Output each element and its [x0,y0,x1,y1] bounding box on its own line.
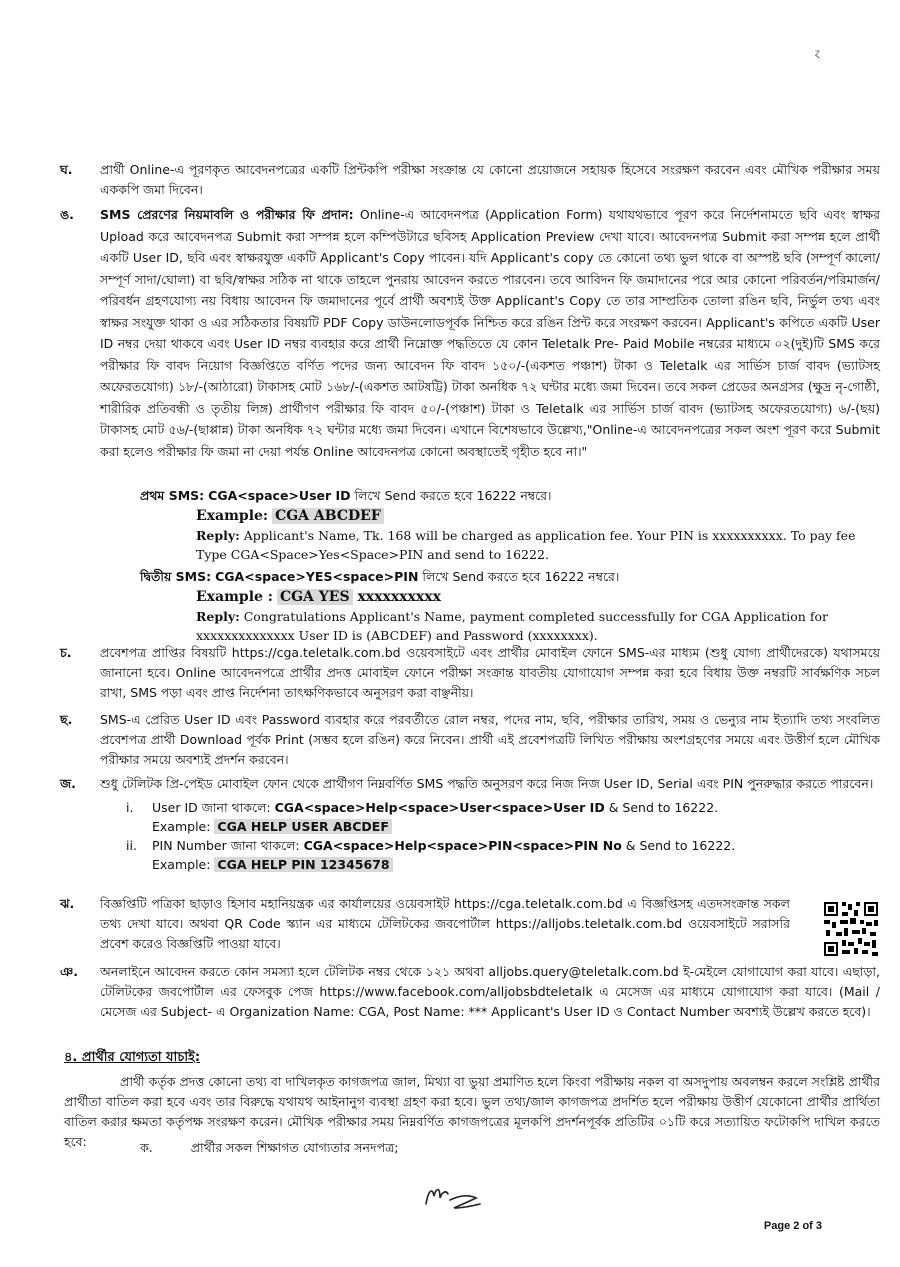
sub-pre: PIN Number জানা থাকলে: [152,838,304,853]
item-lead: SMS প্রেরণের নিয়মাবলি ও পরীক্ষার ফি প্রদান: [100,207,354,222]
item-cha [60,643,880,703]
page-number: Page 2 of 3 [763,1220,822,1232]
item-text: বিজ্ঞপ্তিটি পত্রিকা ছাড়াও হিসাব মহানিয়ন্ত্রক এর কার্যালয়ের ওয়েবসাইট https://cga.teletalk.com.bd এ বিজ্ঞপ্তিসহ এতদসংক্রান্ত সকল তথ্য দেখা যাবে। অথবা QR Code স্ক্যান এর মাধ্যমে টেলিটকের জবপোর্টাল https://alljobs.teletalk.com.bd ওয়েবসাইটে সরাসরি প্রবেশ করেও বিজ্ঞপ্তিটি পাওয়া যাবে। [100,896,790,951]
reply-text: Applicant's Name, Tk. 168 will be charged as application fee. Your PIN is xxxxxxxxxx. To pay fee Type CGA<Space>Yes<Space>PIN and send to 16222. [196,528,856,562]
sms-second-reply [196,607,880,645]
item-marker: ঘ. [60,162,73,177]
sms-second-suffix: লিখে Send করতে হবে 16222 নম্বরে। [418,569,620,584]
sub-marker: ক. [140,1140,153,1155]
recovery-pin-example [152,855,880,874]
example-value: CGA YES [277,589,353,605]
example-label: Example: [152,819,215,834]
sub-post: & Send to 16222. [604,800,719,815]
sms-second-line [140,567,880,587]
corner-mark: ɀ [814,48,820,59]
example-value: CGA HELP PIN 12345678 [214,857,392,872]
recovery-user-id-example [152,817,880,836]
qr-code-icon [822,900,880,958]
sub-number: i. [126,800,134,815]
sub-text: প্রার্থীর সকল শিক্ষাগত যোগ্যতার সনদপত্র; [190,1140,399,1155]
example-label: Example : [196,589,273,605]
sms-first-block [140,486,880,564]
item-text [100,204,880,462]
item-text: SMS-এ প্রেরিত User ID এবং Password ব্যবহার করে পরবর্তীতে রোল নম্বর, পদের নাম, ছবি, পরীক্ষার তারিখ, সময় ও ভেন্যুর নাম ইত্যাদি তথ্য সংবলিত প্রবেশপত্র প্রার্থী Download পূর্বক Print (সম্ভব হলে রঙিন) করে নিবেন। প্রার্থী এই প্রবেশপত্রটি লিখিত পরীক্ষায় অংশগ্রহণের সময়ে এবং উত্তীর্ণ হলে মৌখিক পরীক্ষার সময়ে অবশ্যই প্রদর্শন করবেন। [100,712,880,767]
sub-pre: User ID জানা থাকলে: [152,800,275,815]
item-text: শুধু টেলিটক প্রি-পেইড মোবাইল ফোন থেকে প্রার্থীগণ নিম্নবর্ণিত SMS পদ্ধতি অনুসরণ করে নিজ নিজ User ID, Serial এবং PIN পুনরুদ্ধার করতে পারবেন। [100,776,874,791]
recovery-pin [126,836,880,855]
item-jha [60,894,880,954]
sms-first-example [196,506,880,526]
item-gha [60,160,880,200]
reply-label: Reply: [196,528,240,543]
section-paragraph: প্রার্থী কর্তৃক প্রদত্ত কোনো তথ্য বা দাখিলকৃত কাগজপত্র জাল, মিথ্যা বা ভুয়া প্রমাণিত হলে কিংবা পরীক্ষায় নকল বা অসদুপায় অবলম্বন করলে সংশ্লিষ্ট প্রার্থীর প্রার্থীতা বাতিল করা হবে এবং তার বিরুদ্ধে যথাযথ আইনানুগ ব্যবস্থা গ্রহণ করা হবে। ভুল তথ্য/জাল কাগজপত্র প্রদর্শিত হলে পরীক্ষায় উত্তীর্ণ যেকোনো প্রার্থীর প্রার্থিতা বাতিল করার ক্ষমতা কর্তৃপক্ষ সংরক্ষণ করেন। মৌখিক পরীক্ষার সময় নিম্নবর্ণিত কাগজপত্রের মূলকপি প্রদর্শনপূর্বক প্রতিটির ০১টি করে সত্যায়িত ফটোকপি দাখিল করতে হবে: [64,1074,880,1149]
reply-label: Reply: [196,609,240,624]
item-marker: ঝ. [60,896,75,911]
item-marker: ঙ. [60,207,74,222]
example-value: CGA HELP USER ABCDEF [214,819,391,834]
sub-post: & Send to 16222. [621,838,736,853]
sub-code: CGA<space>Help<space>User<space>User ID [274,800,605,815]
section-sub-item [140,1138,880,1158]
item-chha [60,710,880,770]
item-body: Online-এ আবেদনপত্র (Application Form) যথাযথভাবে পূরণ করে নির্দেশনামতে ছবি এবং স্বাক্ষর Upload করে আবেদনপত্র Submit করা সম্পন্ন হলে কম্পিউটারে ছবিসহ Application Preview দেখা যাবে। আবেদনপত্র Submit করা সম্পন্ন হলে প্রার্থী একটি User ID, ছবি এবং স্বাক্ষরযুক্ত একটি Applicant's Copy পাবেন। যদি Applicant's copy তে কোনো তথ্য ভুল থাকে বা অস্পষ্ট ছবি (সম্পূর্ণ কালো/সম্পূর্ণ সাদা/ঘোলা) বা ছবি/স্বাক্ষর সঠিক না থাকে তাহলে পুনরায় আবেদন করতে পারবেন। তবে আবিদন ফি জমাদানের পরে আর কোনো পরিবর্তন/পরিমার্জন/পরিবর্ধন গ্রহণযোগ্য নয় বিধায় আবেদন ফি জমাদানের পূর্বে প্রার্থী অবশ্যই উক্ত Applicant's Copy তে তার সাম্প্রতিক তোলা রঙিন ছবি, নির্ভুল তথ্য এবং স্বাক্ষর সংযুক্ত থাকা ও এর সঠিকতার বিষয়টি PDF Copy ডাউনলোডপূর্বক নিশ্চিত করে রঙিন প্রিন্ট করে সংরক্ষণ করবেন। Applicant's কপিতে একটি User ID নম্বর দেয়া থাকবে এবং User ID নম্বর ব্যবহার করে প্রার্থী নিম্নোক্ত পদ্ধতিতে যে কোন Teletalk Pre- Paid Mobile নম্বরের মাধ্যমে ০২(দুই)টি SMS করে পরীক্ষার ফি বাবদ নিয়োগ বিজ্ঞপ্তিতে বর্ণিত পদের জন্য আবেদন ফি বাবদ ১৫০/-(একশত পঞ্চাশ) টাকা ও Teletalk এর সার্ভিস চার্জ বাবদ (ভ্যাটসহ অফেরতযোগ্য) ১৮/-(আঠারো) টাকাসহ মোট ১৬৮/-(একশত আটষট্টি) টাকা অনধিক ৭২ ঘন্টার মধ্যে জমা দিবেন। তবে সকল প্রেডের অনগ্রসর (ক্ষুদ্র নৃ-গোষ্ঠী, শারীরিক প্রতিবন্ধী ও তৃতীয় লিঙ্গ) প্রার্থীগণ পরীক্ষার ফি বাবদ ৫০/-(পঞ্চাশ) টাকা ও Teletalk এর সার্ভিস চার্জ বাবদ (ভ্যাটসহ অফেরতযোগ্য) ৬/-(ছয়) টাকাসহ মোট ৫৬/-(ছাপ্পান্ন) টাকা অনধিক ৭২ ঘন্টার মধ্যে জমা দিবেন। এখানে বিশেষভাবে উল্লেখ্য,"Online-এ আবেদনপত্রের সকল অংশ পূরণ করে Submit করা হলেও পরীক্ষার ফি জমা না দেয়া পর্যন্ত Online আবেদনপত্র কোনো অবস্থাতেই গৃহীত হবে না।" [100,207,880,459]
example-label: Example: [196,508,269,524]
item-marker: জ. [60,776,76,791]
sms-second-label: দ্বিতীয় SMS: [140,569,212,584]
item-marker: ছ. [60,712,73,727]
item-ja [60,774,880,874]
example-label: Example: [152,857,215,872]
sms-second-block [140,567,880,645]
section-heading: ৪. প্রার্থীর যোগ্যতা যাচাই: [64,1050,201,1065]
item-text: প্রার্থী Online-এ পূরণকৃত আবেদনপত্রের একটি প্রিন্টকপি পরীক্ষা সংক্রান্ত যে কোনো প্রয়োজনে সহায়ক হিসেবে সংরক্ষণ করবেন এবং মৌখিক পরীক্ষার সময় এককপি জমা দিবেন। [100,162,880,197]
sms-first-code: CGA<space>User ID [208,488,351,503]
item-text: প্রবেশপত্র প্রাপ্তির বিষয়টি https://cga.teletalk.com.bd ওয়েবসাইটে এবং প্রার্থীর মোবাইল ফোনে SMS-এর মাধ্যম (শুধু যোগ্য প্রার্থীদেরকে) যথাসময়ে জানানো হবে। Online আবেদনপত্রে প্রার্থীর প্রদত্ত মোবাইল ফোনে পরীক্ষা সংক্রান্ত যাবতীয় যোগাযোগ সম্পন্ন করা হবে বিধায় উক্ত নম্বরটি সার্বক্ষণিক সচল রাখা, SMS পড়া এবং প্রাপ্ত নির্দেশনা তাৎক্ষণিকভাবে অনুসরণ করা বাঞ্ছনীয়। [100,645,880,700]
item-marker: ঞ. [60,964,78,979]
example-tail: xxxxxxxxxx [352,589,441,605]
item-nga [60,204,880,462]
sub-number: ii. [126,838,137,853]
sms-first-label: প্রথম SMS: [140,488,205,503]
example-value: CGA ABCDEF [272,508,384,524]
sms-second-example [196,587,880,607]
signature-icon [418,1178,488,1214]
sms-first-suffix: লিখে Send করতে হবে 16222 নম্বরে। [350,488,552,503]
recovery-user-id [126,798,880,817]
sub-code: CGA<space>Help<space>PIN<space>PIN No [303,838,622,853]
item-text: অনলাইনে আবেদন করতে কোন সমস্যা হলে টেলিটক নম্বর থেকে ১২১ অথবা alljobs.query@teletalk.com.bd ই-মেইলে যোগাযোগ করা যাবে। এছাড়া, টেলিটকের জবপোর্টাল এর ফেসবুক পেজ https://www.facebook.com/alljobsbdteletalk এ মেসেজ এর মাধ্যমে যোগাযোগ করা যাবে। (Mail / মেসেজ এর Subject- এ Organization Name: CGA, Post Name: *** Applicant's User ID ও Contact Number অবশ্যই উল্লেখ করতে হবে)। [100,964,880,1019]
sms-first-reply [196,526,880,564]
item-nya [60,962,880,1022]
item-marker: চ. [60,645,72,660]
reply-text: Congratulations Applicant's Name, payment completed successfully for CGA Application for xxxxxxxxxxxxxx User ID is (ABCDEF) and Password (xxxxxxxx). [196,609,828,643]
sms-first-line [140,486,880,506]
sms-second-code: CGA<space>YES<space>PIN [215,569,419,584]
